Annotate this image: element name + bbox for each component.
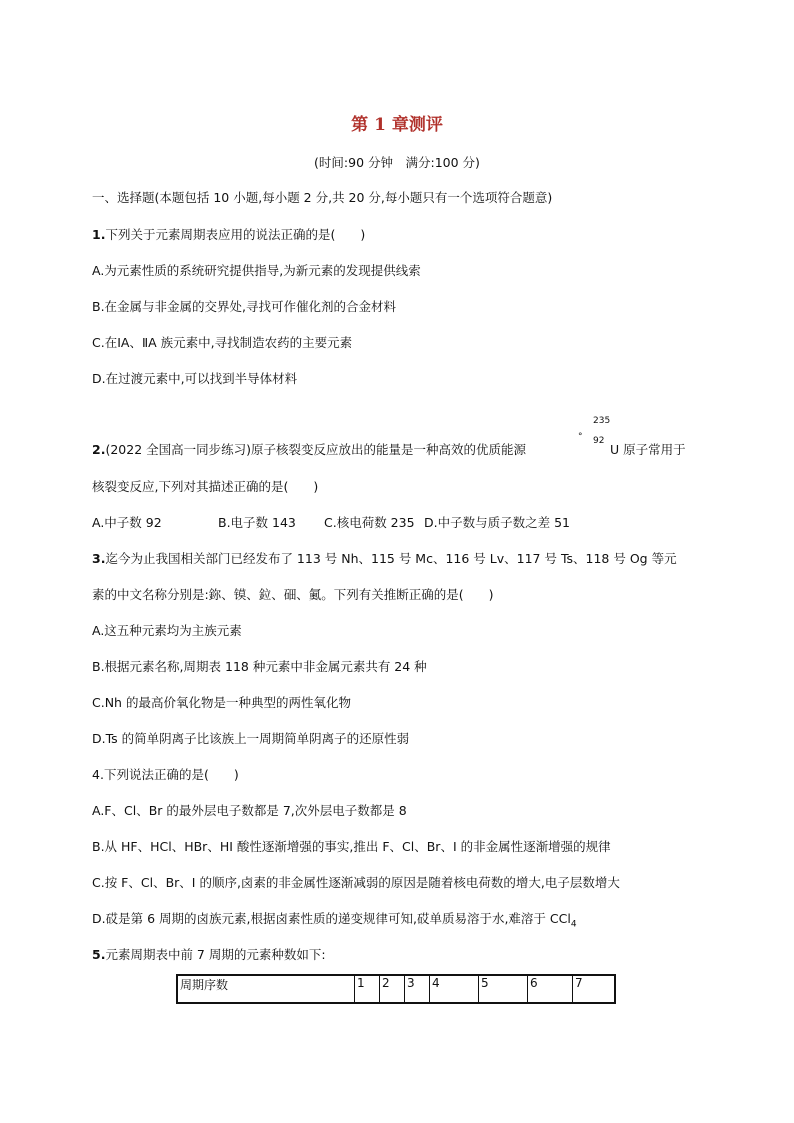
question-number: 5. — [92, 947, 106, 962]
question-text: 下列说法正确的是( ) — [103, 767, 239, 782]
question-number: 1. — [92, 227, 106, 242]
table-row — [177, 975, 615, 1003]
q4-option-a: A.F、Cl、Br 的最外层电子数都是 7,次外层电子数都是 8 — [92, 803, 407, 818]
q2-option-a: A.中子数 92 — [92, 515, 162, 530]
q4-option-b: B.从 HF、HCl、HBr、HI 酸性逐渐增强的事实,推出 F、Cl、Br、I 的非金属性逐渐增强的规律 — [92, 839, 611, 854]
question-number: 4. — [92, 767, 104, 782]
question-4-stem — [92, 765, 239, 785]
question-1-stem — [92, 225, 365, 245]
question-2-stem-line1 — [92, 440, 526, 460]
table-cell: 5 — [479, 975, 528, 1003]
question-text: 元素周期表中前 7 周期的元素种数如下: — [105, 947, 326, 962]
table-cell: 4 — [430, 975, 479, 1003]
q3-option-d: D.Ts 的简单阴离子比该族上一周期简单阴离子的还原性弱 — [92, 731, 410, 746]
table-cell: 周期序数 — [177, 975, 355, 1003]
table-cell: 1 — [355, 975, 380, 1003]
q4-option-c: C.按 F、Cl、Br、I 的顺序,卤素的非金属性逐渐减弱的原因是随着核电荷数的增大,电子层数增大 — [92, 875, 620, 890]
q2-options — [92, 513, 570, 533]
question-number: 2. — [92, 442, 106, 457]
isotope-mass-number: 235 — [593, 416, 611, 426]
isotope-symbol-text: U 原子常用于 — [610, 442, 686, 457]
table-cell: 7 — [573, 975, 616, 1003]
q3-option-b: B.根据元素名称,周期表 118 种元素中非金属元素共有 24 种 — [92, 659, 427, 674]
question-text: 下列关于元素周期表应用的说法正确的是( ) — [105, 227, 366, 242]
question-number: 3. — [92, 551, 106, 566]
q2-option-d: D.中子数与质子数之差 51 — [424, 515, 570, 530]
isotope-atomic-number: 92 — [593, 436, 605, 446]
table-cell: 2 — [380, 975, 405, 1003]
q1-option-d: D.在过渡元素中,可以找到半导体材料 — [92, 371, 298, 386]
period-table — [176, 974, 616, 1004]
page-title: 第 1 章测评 — [351, 115, 443, 135]
q1-option-c: C.在ⅠA、ⅡA 族元素中,寻找制造农药的主要元素 — [92, 335, 353, 350]
q2-option-b: B.电子数 143 — [218, 515, 296, 530]
table-cell: 3 — [405, 975, 430, 1003]
q3-option-c: C.Nh 的最高价氧化物是一种典型的两性氧化物 — [92, 695, 351, 710]
q1-option-a: A.为元素性质的系统研究提供指导,为新元素的发现提供线索 — [92, 263, 421, 278]
question-5-stem — [92, 945, 326, 965]
subscript: 4 — [570, 919, 577, 930]
q1-option-b: B.在金属与非金属的交界处,寻找可作催化剂的合金材料 — [92, 299, 397, 314]
exam-meta: (时间:90 分钟 满分:100 分) — [314, 155, 480, 170]
q3-option-a: A.这五种元素均为主族元素 — [92, 623, 242, 638]
q4-option-d-text: D.砹是第 6 周期的卤族元素,根据卤素性质的递变规律可知,砹单质易溶于水,难溶于 CCl — [92, 911, 571, 926]
question-2-stem-line2: 核裂变反应,下列对其描述正确的是( ) — [92, 479, 319, 494]
question-3-stem-line1 — [92, 549, 677, 569]
degree-mark: ° — [578, 432, 583, 442]
question-3-stem-line2: 素的中文名称分别是:鉨、镆、鉝、鿬、鿫。下列有关推断正确的是( ) — [92, 587, 494, 602]
table-cell: 6 — [528, 975, 573, 1003]
q4-option-d — [92, 909, 577, 935]
question-text: (2022 全国高一同步练习)原子核裂变反应放出的能量是一种高效的优质能源 — [105, 442, 526, 457]
q2-option-c: C.核电荷数 235 — [324, 515, 415, 530]
question-text: 迄今为止我国相关部门已经发布了 113 号 Nh、115 号 Mc、116 号 Lv、117 号 Ts、118 号 Og 等元 — [105, 551, 677, 566]
section-heading: 一、选择题(本题包括 10 小题,每小题 2 分,共 20 分,每小题只有一个选项符合题意) — [92, 190, 553, 205]
